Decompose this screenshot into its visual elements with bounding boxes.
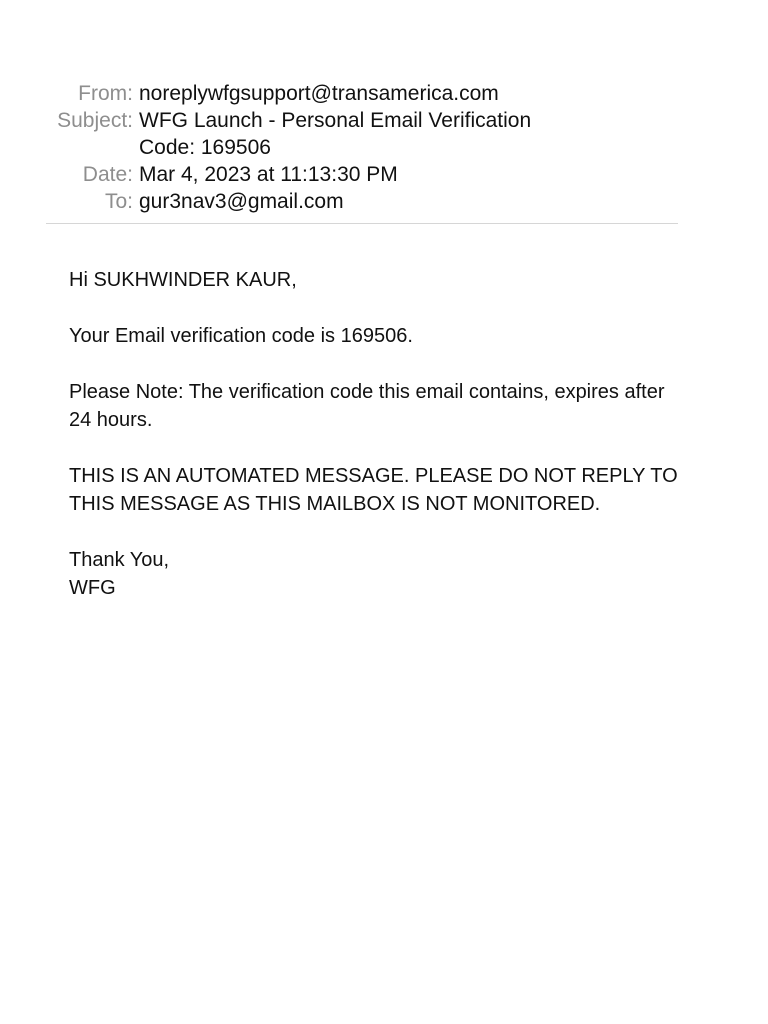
date-value: Mar 4, 2023 at 11:13:30 PM <box>139 163 398 186</box>
automated-message-notice: THIS IS AN AUTOMATED MESSAGE. PLEASE DO NOT REPLY TO THIS MESSAGE AS THIS MAILBOX IS NOT MONITORED. <box>69 465 678 515</box>
date-label: Date: <box>82 163 133 186</box>
email-header <box>0 80 768 215</box>
verification-code-line: Your Email verification code is 169506. <box>69 325 413 347</box>
expiry-note: Please Note: The verification code this email contains, expires after 24 hours. <box>69 381 665 431</box>
email-body <box>69 266 689 602</box>
to-label: To: <box>104 190 133 213</box>
header-divider <box>46 223 678 224</box>
greeting: Hi SUKHWINDER KAUR, <box>69 269 297 291</box>
from-label: From: <box>78 82 133 105</box>
to-row <box>0 188 768 215</box>
from-address[interactable]: noreplywfgsupport@transamerica.com <box>139 82 499 105</box>
date-row <box>0 161 768 188</box>
to-address[interactable]: gur3nav3@gmail.com <box>139 190 344 213</box>
subject-row <box>0 107 768 161</box>
subject-label: Subject: <box>57 109 133 132</box>
subject-text: WFG Launch - Personal Email Verification Code: 169506 <box>139 109 532 159</box>
signoff: Thank You, <box>69 549 170 571</box>
signoff-block <box>69 546 689 602</box>
from-row <box>0 80 768 107</box>
signature: WFG <box>69 577 116 599</box>
